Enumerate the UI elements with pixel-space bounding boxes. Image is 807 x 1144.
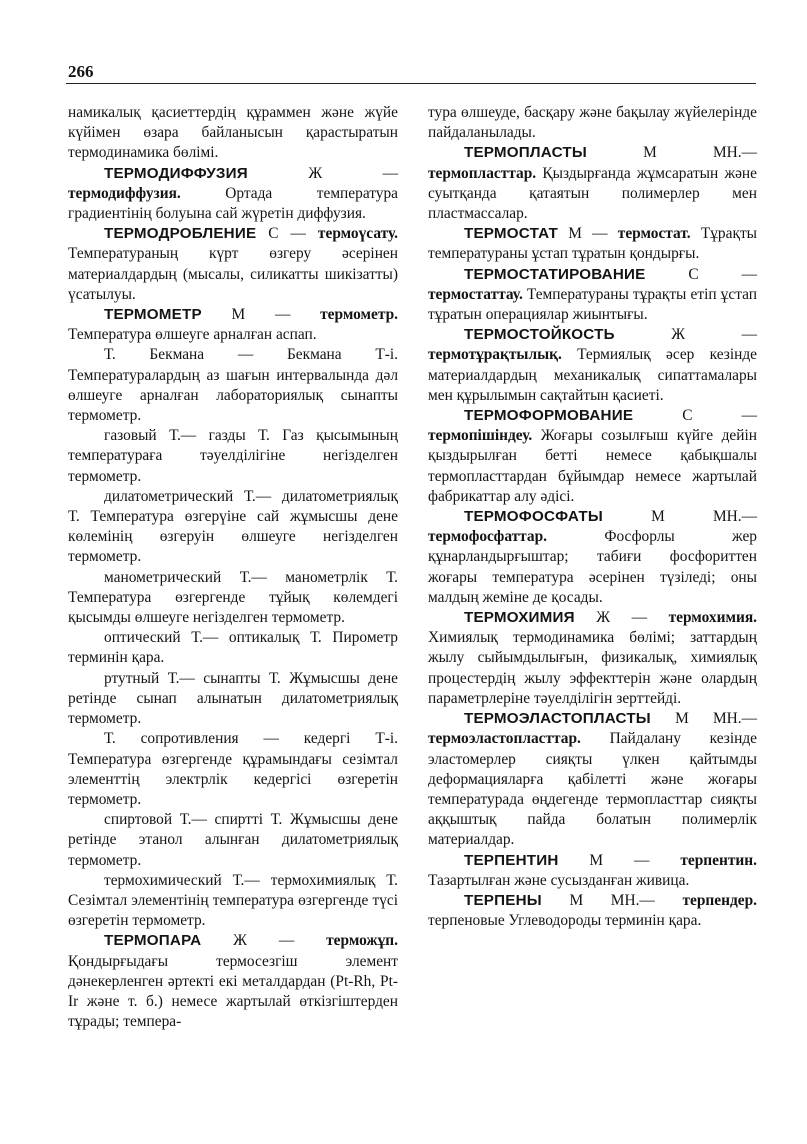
entry-translation: терпендер.	[682, 891, 757, 909]
entry-definition: ртутный Т.— сынапты Т. Жұмысшы дене ретінде сынап алынатын дилатометриялық термометр.	[68, 669, 398, 728]
dictionary-entry	[428, 891, 757, 931]
entry-definition: намикалық қасиеттердің құраммен және жүйе күйімен өзара байланысын қарастыратын термодинамика бөлімі.	[68, 104, 398, 162]
entry-definition: Тазартылған және сусызданған живица.	[428, 871, 690, 889]
entry-translation: терпентин.	[680, 851, 757, 869]
page-number: 266	[68, 62, 94, 81]
entry-grammar: М МН.—	[602, 508, 757, 526]
entry-definition: Пайдалану кезінде эластомерлер сияқты үлкен қайтымды деформацияларға қабілетті және жоғары температурада өңдегенде термопласттар сияқты аққыштық пайда болатын полимерлік материалдар.	[428, 730, 757, 849]
entry-grammar: Ж —	[574, 609, 669, 627]
entry-translation: термохимия.	[668, 609, 757, 627]
entry-headword: ТЕРМОДРОБЛЕНИЕ	[104, 225, 257, 243]
entry-definition: дилатометрический Т.— дилатометриялық Т. Температура өзгерүіне сай жұмысшы дене көлемінің өзгеруін өлшеуге негізделген термометр.	[68, 487, 398, 566]
entry-translation: термопласттар.	[428, 164, 537, 182]
entry-headword: ТЕРМОХИМИЯ	[464, 609, 575, 627]
entry-grammar: М —	[558, 851, 681, 869]
dictionary-entry	[68, 305, 398, 345]
entry-paragraph	[68, 628, 398, 668]
entry-definition: Қондырғыдағы термосезгіш элемент дәнекерленген әртекті екі металдардан (Pt-Rh, Pt-Ir және т. б.) немесе жартылай өткізгіштерден тұрады; темпера-	[68, 952, 398, 1031]
entry-definition: Тұрақты температураны ұстап тұратын қондырғы.	[428, 225, 758, 263]
entry-headword: ТЕРПЕНТИН	[464, 851, 559, 869]
entry-definition: спиртовой Т.— спиртті Т. Жұмысшы дене ретінде этанол алынған дилатометриялық термометр.	[68, 811, 398, 869]
entry-translation: термодиффузия.	[68, 184, 181, 202]
entry-translation: термотұрақтылық.	[428, 346, 562, 364]
entry-translation: термоүсату.	[317, 225, 398, 243]
entry-definition: манометрический Т.— манометрлік Т. Температура өзгергенде тұйық көлемдегі қысымды өлшеуге негізделген термометр.	[68, 568, 398, 627]
dictionary-entry	[428, 851, 757, 891]
entry-definition: Температураны тұрақты етіп ұстап тұратын операциялар жиынтығы.	[428, 285, 757, 324]
entry-grammar: М МН.—	[650, 710, 757, 728]
entry-headword: ТЕРМОСТОЙКОСТЬ	[464, 326, 615, 344]
entry-headword: ТЕРМОПАРА	[104, 932, 202, 950]
dictionary-entry	[428, 608, 757, 709]
entry-translation: термометр.	[320, 306, 398, 324]
entry-grammar: М МН.—	[586, 144, 757, 162]
entry-translation: термостат.	[617, 225, 691, 243]
entry-definition: Термиялық әсер кезінде материалдардың механикалық сипаттамалары мен құрылымын сақтайтын қасиеті.	[428, 346, 757, 404]
entry-grammar: М —	[201, 306, 321, 324]
entry-definition: Температура өлшеуге арналған аспап.	[68, 326, 317, 344]
entry-definition: Т. Бекмана — Бекмана Т-і. Температуралардың аз шағын интервалында дәл өлшеуге арналған лабораториялық сынапты термометр.	[68, 346, 398, 425]
dictionary-entry	[428, 224, 757, 264]
entry-headword: ТЕРМОСТАТИРОВАНИЕ	[464, 265, 646, 283]
entry-definition: оптический Т.— оптикалық Т. Пирометр терминін қара.	[68, 629, 398, 667]
entry-paragraph	[68, 345, 398, 426]
header-rule	[66, 83, 756, 84]
left-column	[68, 103, 398, 1032]
entry-grammar: М —	[558, 225, 618, 243]
entry-translation: термостаттау.	[428, 285, 523, 303]
entry-translation: термоэластопласттар.	[428, 730, 581, 748]
dictionary-entry	[68, 931, 398, 1032]
entry-grammar: Ж —	[247, 164, 398, 182]
entry-paragraph	[68, 669, 398, 730]
entry-grammar: С —	[633, 407, 757, 425]
entry-headword: ТЕРМОПЛАСТЫ	[464, 144, 587, 162]
entry-headword: ТЕРМОФОРМОВАНИЕ	[464, 407, 634, 425]
entry-paragraph	[68, 871, 398, 932]
entry-definition: Температураның күрт өзгеру әсерінен материалдардың (мысалы, силикатты шикізатты) үсатылуы.	[68, 245, 398, 303]
entry-grammar: С —	[256, 225, 318, 243]
dictionary-entry	[428, 709, 757, 850]
entry-definition: тура өлшеуде, басқару және бақылау жүйелерінде пайдаланылады.	[428, 104, 757, 142]
dictionary-entry	[68, 164, 398, 225]
entry-paragraph	[68, 568, 398, 629]
entry-grammar: С —	[645, 265, 757, 283]
entry-translation: термопішіндеу.	[428, 427, 533, 445]
entry-paragraph	[68, 729, 398, 810]
entry-headword: ТЕРМОФОСФАТЫ	[464, 508, 603, 526]
entry-definition: газовый Т.— газды Т. Газ қысымының температураға тәуелділігіне негізделген термометр.	[68, 427, 398, 485]
dictionary-entry	[428, 143, 757, 224]
dictionary-entry	[68, 224, 398, 305]
entry-translation: терможұп.	[326, 932, 398, 950]
entry-grammar: Ж —	[201, 932, 327, 950]
right-column	[428, 103, 757, 931]
entry-definition: Ортада температура градиентінің болуына сай жүретін диффузия.	[68, 184, 398, 223]
entry-grammar: М МН.—	[541, 891, 683, 909]
entry-definition: Химиялық термодинамика бөлімі; заттардың жылу сыйымдылығын, физикалық, химиялық процестердің жылу эффекттерін және олардың параметрлеріне тәуелділігін зерттейді.	[428, 629, 757, 707]
entry-grammar: Ж —	[614, 326, 757, 344]
entry-headword: ТЕРМОЭЛАСТОПЛАСТЫ	[464, 710, 651, 728]
dictionary-entry	[428, 325, 757, 406]
entry-headword: ТЕРМОДИФФУЗИЯ	[104, 164, 248, 182]
entry-paragraph	[428, 103, 757, 143]
entry-paragraph	[68, 487, 398, 568]
entry-definition: Фосфорлы жер құнарландырғыштар; табиғи фосфориттен жоғары температура әсерінен түзіледі; оны малдың жеміне де қосады.	[428, 528, 757, 606]
entry-headword: ТЕРМОМЕТР	[104, 306, 202, 324]
entry-definition: Т. сопротивления — кедергі Т-і. Температура өзгергенде құрамындағы сезімтал элементтің электрлік кедергісі өзгеретін термометр.	[68, 730, 398, 808]
entry-translation: термофосфаттар.	[428, 528, 548, 546]
entry-headword: ТЕРМОСТАТ	[464, 225, 558, 243]
dictionary-entry	[428, 507, 757, 608]
entry-paragraph	[68, 426, 398, 487]
dictionary-entry	[428, 406, 757, 507]
entry-paragraph	[68, 103, 398, 164]
entry-headword: ТЕРПЕНЫ	[464, 891, 542, 909]
entry-definition: Жоғары созылғыш күйге дейін қыздырылған бетті немесе қабықшалы термопласттардан бұйымдар немесе жартылай фабрикаттар алу әдісі.	[428, 427, 757, 505]
entry-definition: термохимический Т.— термохимиялық Т. Сезімтал элементінің температура өзгергенде түсі өзгеретін термометр.	[68, 871, 398, 930]
entry-definition: Қыздырғанда жұмсаратын және суытқанда қатаятын полимерлер мен пластмассалар.	[428, 164, 757, 223]
entry-paragraph	[68, 810, 398, 871]
entry-definition: терпеновые Углеводороды терминін қара.	[428, 912, 702, 930]
dictionary-entry	[428, 265, 757, 326]
